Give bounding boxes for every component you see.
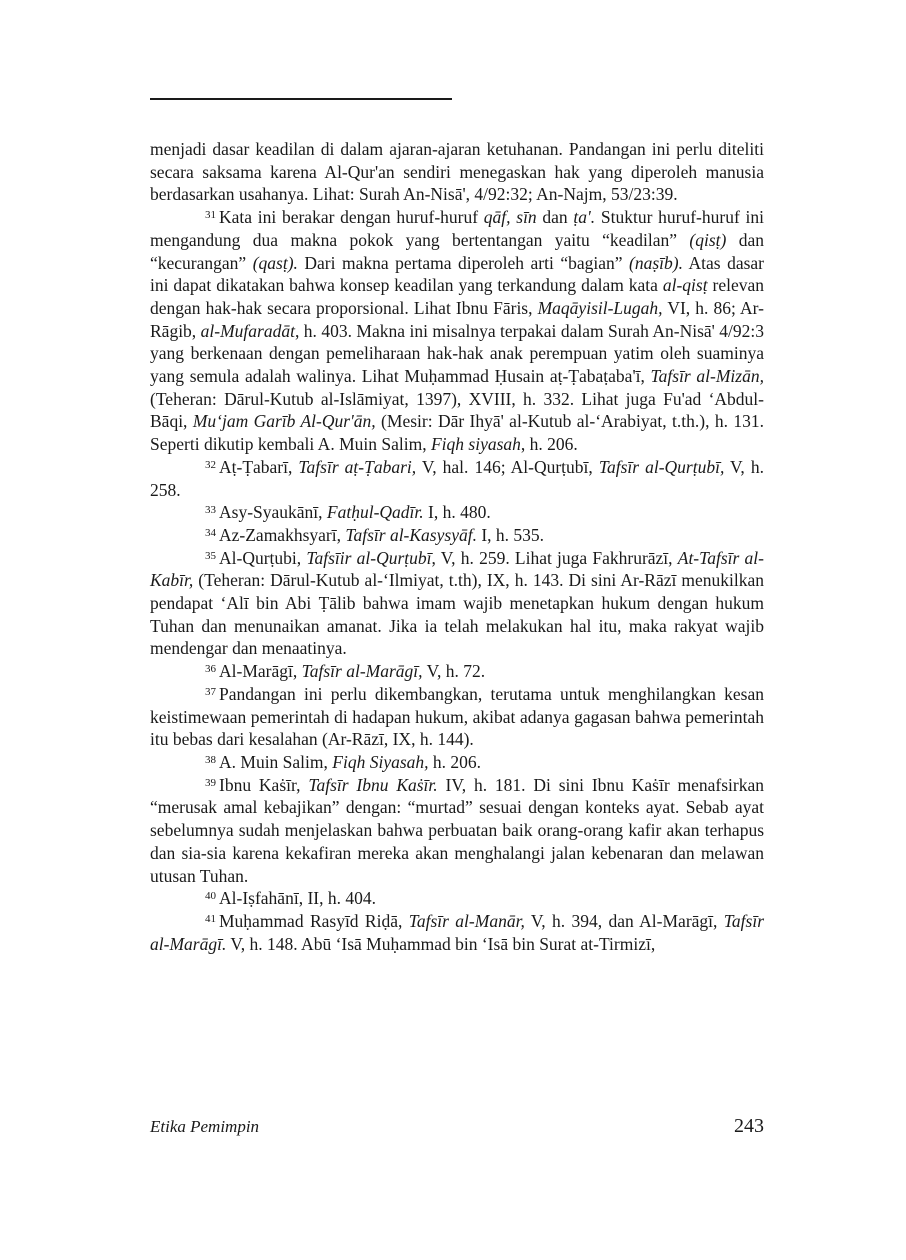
footnote-35: $^{35}$ Al-Qurṭubi, Tafsīir al-Qurṭubī, V, h. 259. Lihat juga Fakhrurāzī, At-Tafsīr al-Kabīr, (Teheran: Dārul-Kutub al-‘Ilmiyat, t.th), IX, h. 143. Di sini Ar-Rāzī menukilkan pendapat ‘Alī bin Abi Ṭālib bahwa imam wajib menetapkan hukum dengan hukum Tuhan dan menunaikan amanat. Jika ia telah melakukan hal itu, maka rakyat wajib mendengar dan menaatinya. — [150, 547, 764, 659]
footnote-separator-rule — [150, 98, 452, 100]
footnote-number: 39 — [205, 776, 216, 789]
footnote-39: $^{39}$ Ibnu Kaṡīr, Tafsīr Ibnu Kaṡīr. IV, h. 181. Di sini Ibnu Kaṡīr menafsirkan “merusak amal kebajikan” dengan: “murtad” sesuai dengan konteks ayat. Sebab ayat sebelumnya sudah menjelaskan bahwa perbuatan baik orang-orang kafir akan terhapus dan sia-sia karena kekafiran mereka akan menghalangi jalan kebenaran dan melawan utusan Tuhan. — [150, 774, 764, 886]
footnote-number: 41 — [205, 912, 216, 925]
footnote-41: $^{41}$ Muḥammad Rasyīd Riḍā, Tafsīr al-Manār, V, h. 394, dan Al-Marāgī, Tafsīr al-Marāgī. V, h. 148. Abū ‘Isā Muḥammad bin ‘Isā bin Surat at-Tirmizī, — [150, 910, 765, 954]
footnote-number: 37 — [205, 685, 216, 698]
page-footer — [150, 1115, 764, 1141]
footnote-31: $^{31}$ Kata ini berakar dengan huruf-huruf qāf, sīn dan ṭa'. Stuktur huruf-huruf ini mengandung dua makna pokok yang bertentangan yaitu “keadilan” (qisṭ) dan “kecurangan” (qasṭ). Dari makna pertama diperoleh arti “bagian” (naṣīb). Atas dasar ini dapat dikatakan bahwa konsep keadilan yang terkandung dalam kata al-qisṭ relevan dengan hak-hak secara proporsional. Lihat Ibnu Fāris, Maqāyisil-Lugah, VI, h. 86; Ar-Rāgib, al-Mufaradāt, h. 403. Makna ini misalnya terpakai dalam Surah An-Nisā' 4/92:3 yang berkenaan dengan pemeliharaan hak-hak anak perempuan yatim oleh suaminya yang semula adalah walinya. Lihat Muḥammad Ḥusain aṭ-Ṭabaṭaba'ī, Tafsīr al-Mizān, (Teheran: Dārul-Kutub al-Islāmiyat, 1397), XVIII, h. 332. Lihat juga Fu'ad ‘Abdul-Bāqi, Mu‘jam Garīb Al-Qur'ān, (Mesir: Dār Ihyā' al-Kutub al-‘Arabiyat, t.th.), h. 131. Seperti dikutip kembali A. Muin Salim, Fiqh siyasah, h. 206. — [150, 207, 765, 455]
footnote-37: $^{37}$ Pandangan ini perlu dikembangkan, terutama untuk menghilangkan kesan keistimewaan pemerintah di hadapan hukum, akibat adanya gagasan bahwa pemerintah itu bebas dari kesalahan (Ar-Rāzī, IX, h. 144). — [150, 683, 764, 750]
footnote-34: $^{34}$ Az-Zamakhsyarī, Tafsīr al-Kasysyāf. I, h. 535. — [205, 524, 545, 545]
footnote-33: $^{33}$ Asy-Syaukānī, Fatḥul-Qadīr. I, h. 480. — [205, 502, 491, 523]
footnote-40: $^{40}$ Al-Iṣfahānī, II, h. 404. — [205, 888, 376, 909]
footnote-36: $^{36}$ Al-Marāgī, Tafsīr al-Marāgī, V, h. 72. — [205, 661, 486, 682]
footnote-number: 38 — [205, 753, 216, 766]
footnote-number: 31 — [205, 209, 216, 222]
footnote-number: 36 — [205, 663, 216, 676]
footnotes-body — [150, 138, 764, 955]
footnote-number: 33 — [205, 504, 216, 517]
page-number: 243 — [734, 1115, 764, 1137]
footnote-number: 32 — [205, 458, 216, 471]
footnote-continuation: menjadi dasar keadilan di dalam ajaran-ajaran ketuhanan. Pandangan ini perlu diteliti secara saksama karena Al-Qur'an sendiri menegaskan hak yang diperoleh manusia berdasarkan usahanya. Lihat: Surah An-Nisā', 4/92:32; An-Najm, 53/23:39. — [150, 139, 764, 205]
footnote-number: 34 — [205, 526, 216, 539]
footnote-number: 35 — [205, 549, 216, 562]
footnote-38: $^{38}$ A. Muin Salim, Fiqh Siyasah, h. 206. — [205, 751, 482, 772]
running-title: Etika Pemimpin — [150, 1117, 260, 1136]
footnote-32: $^{32}$ Aṭ-Ṭabarī, Tafsīr aṭ-Ṭabari, V, hal. 146; Al-Qurṭubī, Tafsīr al-Qurṭubī, V, h. 258. — [150, 456, 764, 500]
footnote-number: 40 — [205, 890, 216, 903]
